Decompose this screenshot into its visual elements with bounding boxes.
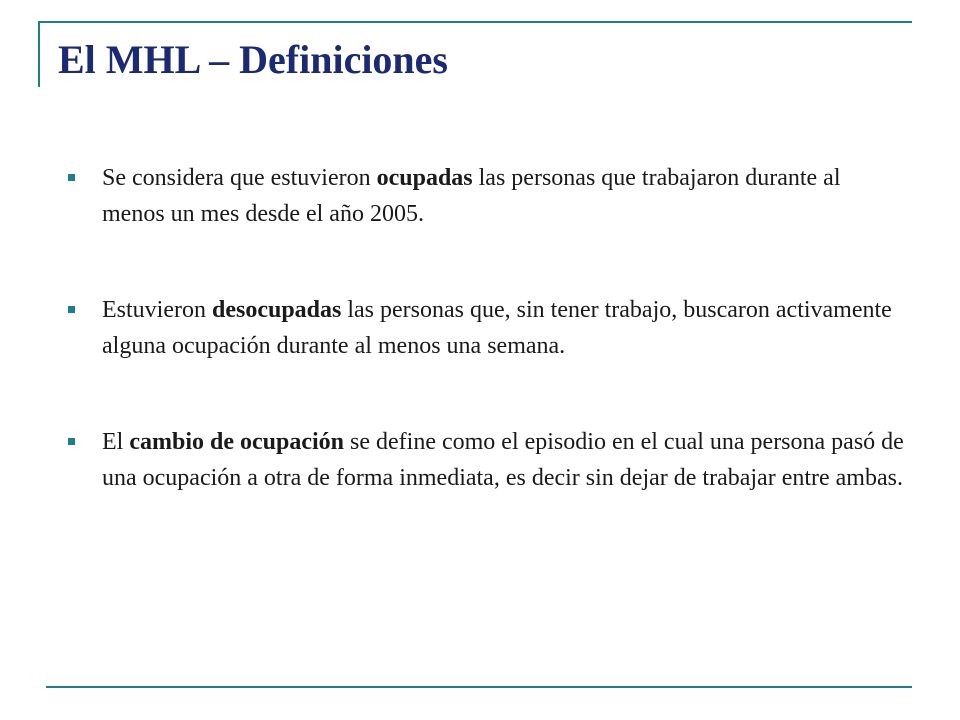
bullet-text-after: las personas que trabajaron durante al menos un mes desde el año 2005. xyxy=(102,165,841,227)
top-divider-line xyxy=(38,21,912,23)
bullet-text-after: se define como el episodio en el cual una persona pasó de una ocupación a otra de forma inmediata, es decir sin dejar de trabajar entre ambas. xyxy=(102,429,904,491)
bullet-desocupadas xyxy=(64,292,904,364)
bullet-bold-term: cambio de ocupación xyxy=(129,429,345,455)
square-bullet-icon xyxy=(68,438,75,445)
bullet-text-before: Estuvieron xyxy=(102,297,212,323)
bottom-divider-line xyxy=(46,686,912,688)
bullet-ocupadas xyxy=(64,160,904,232)
left-accent-line xyxy=(38,21,40,87)
bullet-bold-term: desocupadas xyxy=(211,297,342,323)
bullet-text-before: Se considera que estuvieron xyxy=(102,165,377,191)
slide-title: El MHL – Definiciones xyxy=(58,37,448,82)
bullet-text-after: las personas que, sin tener trabajo, buscaron activamente alguna ocupación durante al menos una semana. xyxy=(102,297,892,359)
bullet-bold-term: ocupadas xyxy=(376,165,473,191)
definitions-list xyxy=(64,160,904,496)
square-bullet-icon xyxy=(68,306,75,313)
bullet-cambio-de-ocupacion xyxy=(64,424,904,496)
bullet-text-before: El xyxy=(102,429,130,455)
square-bullet-icon xyxy=(68,174,75,181)
